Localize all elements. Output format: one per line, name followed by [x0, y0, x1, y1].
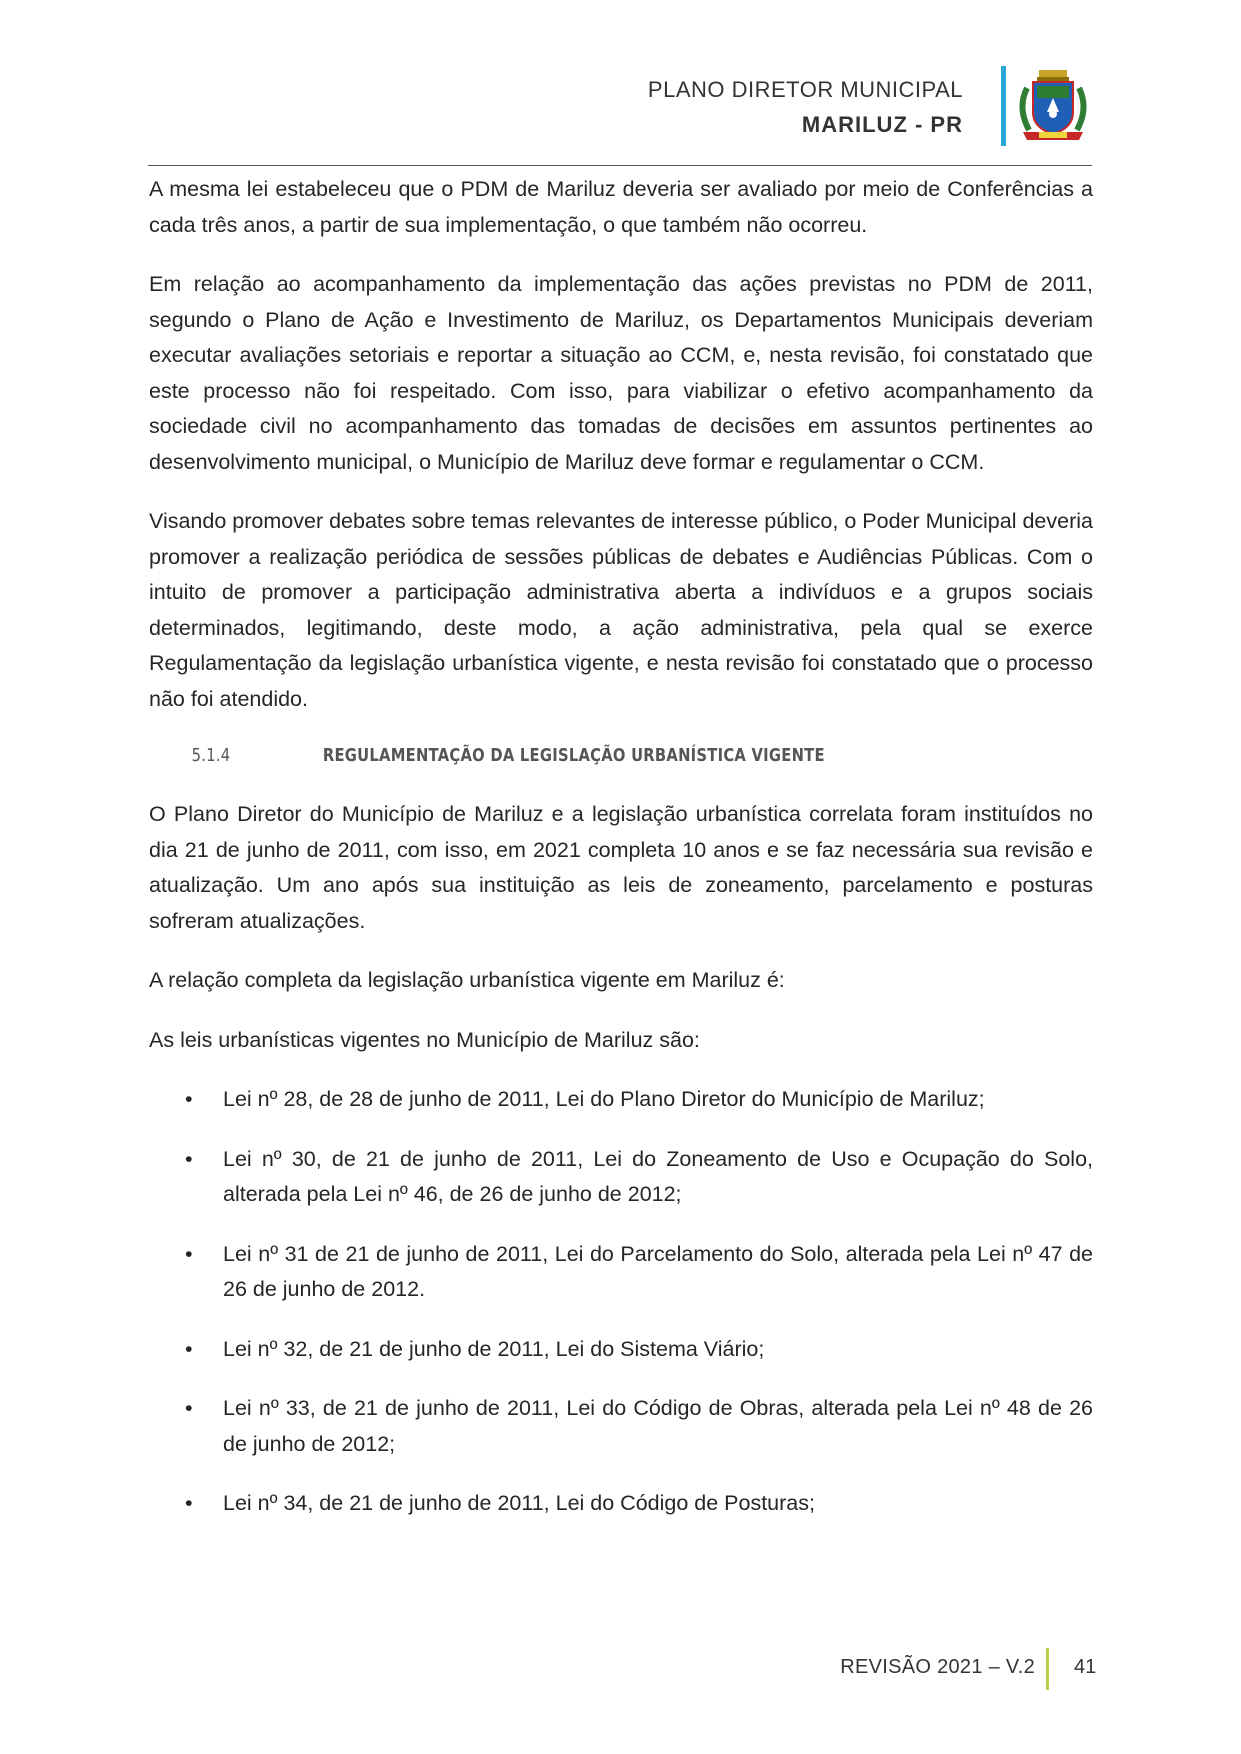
paragraph-monitoring: Em relação ao acompanhamento da implementação das ações previstas no PDM de 2011, segundo o Plano de Ação e Investimento de Mariluz, os Departamentos Municipais deveriam executar avaliações setoriais e reportar a situação ao CCM, e, nesta revisão, foi constatado que este processo não foi respeitado. Com isso, para viabilizar o efetivo acompanhamento da sociedade civil no acompanhamento das tomadas de decisões em assuntos pertinentes ao desenvolvimento municipal, o Município de Mariluz deve formar e regulamentar o CCM. [149, 272, 1093, 474]
bullet-icon: • [185, 1146, 193, 1171]
footer-accent-bar [1046, 1648, 1049, 1690]
municipal-coat-of-arms-icon [1013, 68, 1093, 146]
paragraph-conferences: A mesma lei estabeleceu que o PDM de Mariluz deveria ser avaliado por meio de Conferências a cada três anos, a partir de sua implementação, o que também não ocorreu. [149, 177, 1093, 237]
list-item [149, 1237, 1093, 1308]
header-title: PLANO DIRETOR MUNICIPAL [647, 77, 963, 102]
paragraph-legislation-intro: A relação completa da legislação urbanística vigente em Mariluz é: [149, 968, 785, 992]
header-subtitle: MARILUZ - PR [801, 112, 963, 137]
law-list [149, 1082, 1093, 1522]
header-accent-bar [1001, 66, 1006, 146]
law-text: Lei nº 34, de 21 de junho de 2011, Lei do Código de Posturas; [223, 1491, 815, 1515]
page-header [648, 76, 963, 142]
section-heading [149, 741, 923, 771]
paragraph-laws-intro: As leis urbanísticas vigentes no Município de Mariluz são: [149, 1027, 700, 1052]
document-body [149, 172, 1093, 1546]
bullet-icon: • [185, 1491, 193, 1515]
list-item [149, 1391, 1093, 1462]
section-number: 5.1.4 [191, 745, 231, 766]
list-item [149, 1142, 1093, 1213]
law-text: Lei nº 33, de 21 de junho de 2011, Lei do Código de Obras, alterada pela Lei nº 48 de 26 de junho de 2012; [223, 1396, 1093, 1456]
bullet-icon: • [185, 1396, 193, 1420]
list-item [149, 1486, 1093, 1522]
law-text: Lei nº 28, de 28 de junho de 2011, Lei do Plano Diretor do Município de Mariluz; [223, 1087, 985, 1111]
paragraph-public-hearings: Visando promover debates sobre temas relevantes de interesse público, o Poder Municipal deveria promover a realização periódica de sessões públicas de debates e Audiências Públicas. Com o intuito de promover a participação administrativa aberta a indivíduos e a grupos sociais determinados, legitimando, deste modo, a ação administrativa, pela qual se exerce Regulamentação da legislação urbanística vigente, e nesta revisão foi constatado que o processo não foi atendido. [149, 509, 1093, 711]
law-text: Lei nº 31 de 21 de junho de 2011, Lei do Parcelamento do Solo, alterada pela Lei nº 47 de 26 de junho de 2012. [223, 1241, 1093, 1301]
law-text: Lei nº 32, de 21 de junho de 2011, Lei do Sistema Viário; [223, 1336, 765, 1361]
page-number: 41 [1074, 1656, 1097, 1678]
header-divider [148, 165, 1092, 166]
law-text: Lei nº 30, de 21 de junho de 2011, Lei do Zoneamento de Uso e Ocupação do Solo, alterada pela Lei nº 46, de 26 de junho de 2012; [223, 1146, 1093, 1206]
paragraph-plan-institution: O Plano Diretor do Município de Mariluz e a legislação urbanística correlata foram instituídos no dia 21 de junho de 2011, com isso, em 2021 completa 10 anos e se faz necessária sua revisão e atualização. Um ano após sua instituição as leis de zoneamento, parcelamento e posturas sofreram atualizações. [149, 802, 1093, 933]
bullet-icon: • [185, 1087, 193, 1111]
bullet-icon: • [185, 1241, 193, 1266]
footer-revision: REVISÃO 2021 – V.2 [840, 1656, 1035, 1678]
section-title: REGULAMENTAÇÃO DA LEGISLAÇÃO URBANÍSTICA VIGENTE [322, 745, 825, 766]
list-item [149, 1332, 1093, 1368]
bullet-icon: • [185, 1336, 193, 1361]
list-item [149, 1082, 1093, 1118]
